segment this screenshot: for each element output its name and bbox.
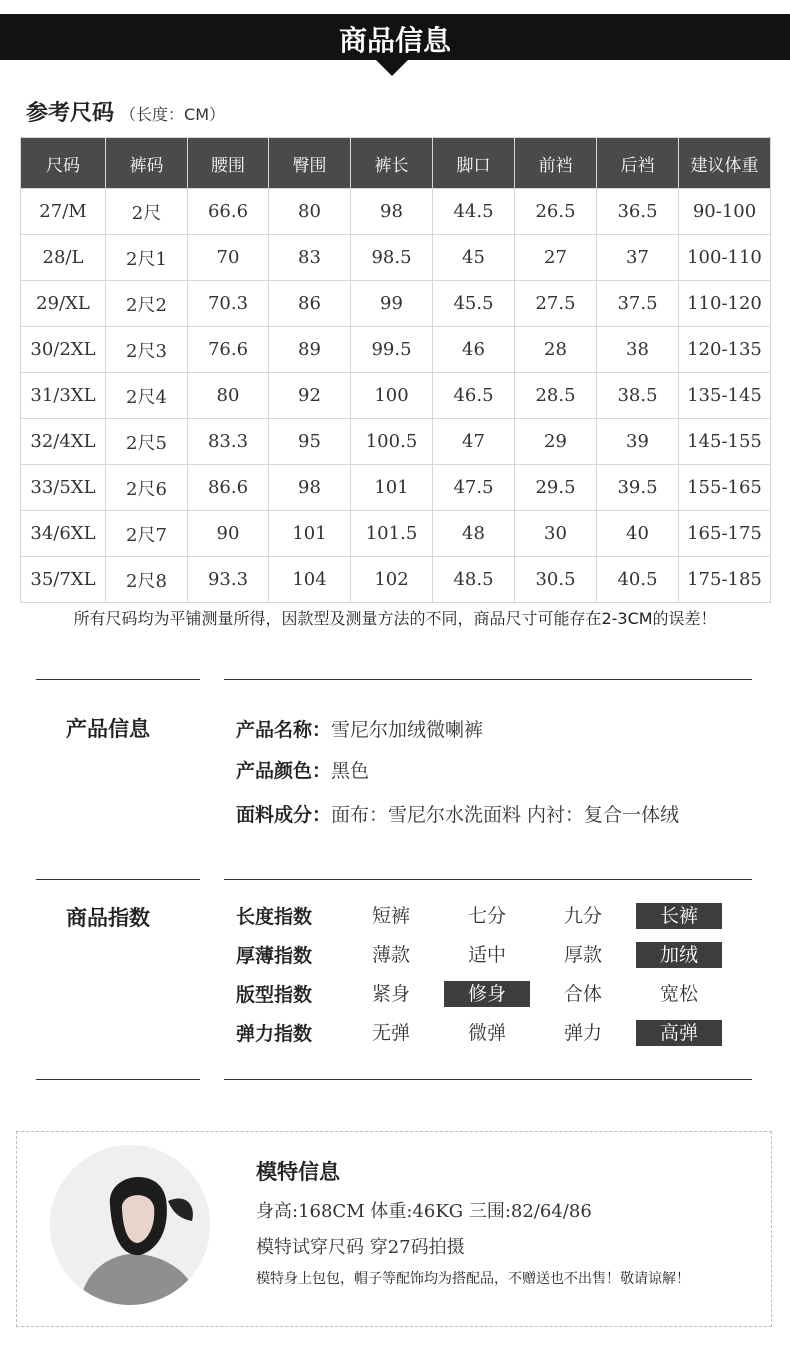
model-avatar xyxy=(50,1145,210,1305)
column-header: 后裆 xyxy=(597,138,679,189)
table-cell: 40 xyxy=(597,511,679,557)
table-cell: 83 xyxy=(269,235,351,281)
table-cell: 45 xyxy=(433,235,515,281)
table-cell: 27/M xyxy=(21,189,106,235)
table-cell: 37.5 xyxy=(597,281,679,327)
banner-arrow-icon xyxy=(376,60,408,76)
table-cell: 135-145 xyxy=(679,373,771,419)
table-cell: 86.6 xyxy=(188,465,269,511)
index-option-selected: 修身 xyxy=(444,981,530,1007)
table-cell: 2尺5 xyxy=(106,419,188,465)
table-cell: 26.5 xyxy=(515,189,597,235)
table-cell: 2尺1 xyxy=(106,235,188,281)
index-label: 弹力指数 xyxy=(236,1023,313,1045)
table-cell: 2尺3 xyxy=(106,327,188,373)
table-row xyxy=(21,373,771,419)
table-cell: 46 xyxy=(433,327,515,373)
table-row xyxy=(21,281,771,327)
column-header: 建议体重 xyxy=(679,138,771,189)
size-table-header xyxy=(21,138,771,189)
table-cell: 47 xyxy=(433,419,515,465)
index-option: 弹力 xyxy=(563,1022,602,1044)
table-cell: 48.5 xyxy=(433,557,515,603)
table-cell: 34/6XL xyxy=(21,511,106,557)
table-cell: 101.5 xyxy=(351,511,433,557)
index-option: 适中 xyxy=(467,944,506,966)
index-option-selected: 加绒 xyxy=(636,942,722,968)
table-cell: 27.5 xyxy=(515,281,597,327)
product-name-label: 产品名称： xyxy=(236,719,332,741)
table-cell: 155-165 xyxy=(679,465,771,511)
table-cell: 90 xyxy=(188,511,269,557)
table-cell: 98 xyxy=(351,189,433,235)
index-option: 薄款 xyxy=(371,944,410,966)
table-cell: 28/L xyxy=(21,235,106,281)
size-chart-heading xyxy=(26,96,225,127)
table-cell: 2尺6 xyxy=(106,465,188,511)
table-cell: 86 xyxy=(269,281,351,327)
table-row xyxy=(21,327,771,373)
column-header: 腰围 xyxy=(188,138,269,189)
table-row xyxy=(21,511,771,557)
table-cell: 48 xyxy=(433,511,515,557)
table-cell: 99.5 xyxy=(351,327,433,373)
index-option: 厚款 xyxy=(563,944,602,966)
table-cell: 38 xyxy=(597,327,679,373)
product-color-value: 黑色 xyxy=(331,760,370,782)
index-option: 紧身 xyxy=(371,983,410,1005)
product-name-row xyxy=(236,715,483,742)
table-cell: 165-175 xyxy=(679,511,771,557)
table-cell: 30/2XL xyxy=(21,327,106,373)
model-info-title: 模特信息 xyxy=(256,1160,340,1184)
banner-title: 商品信息 xyxy=(338,24,451,57)
table-cell: 35/7XL xyxy=(21,557,106,603)
divider xyxy=(224,679,752,680)
table-cell: 29.5 xyxy=(515,465,597,511)
table-cell: 47.5 xyxy=(433,465,515,511)
table-cell: 83.3 xyxy=(188,419,269,465)
column-header: 尺码 xyxy=(21,138,106,189)
table-row xyxy=(21,419,771,465)
table-cell: 30.5 xyxy=(515,557,597,603)
table-cell: 37 xyxy=(597,235,679,281)
table-cell: 70.3 xyxy=(188,281,269,327)
table-cell: 44.5 xyxy=(433,189,515,235)
table-cell: 110-120 xyxy=(679,281,771,327)
column-header: 前裆 xyxy=(515,138,597,189)
model-stats: 身高:168CM 体重:46KG 三围:82/64/86 xyxy=(256,1201,592,1222)
table-row xyxy=(21,465,771,511)
indices-title: 商品指数 xyxy=(66,906,150,930)
table-cell: 100 xyxy=(351,373,433,419)
model-note: 模特身上包包，帽子等配饰均为搭配品，不赠送也不出售！敬请谅解！ xyxy=(256,1271,690,1287)
size-disclaimer: 所有尺码均为平铺测量所得，因款型及测量方法的不同，商品尺寸可能存在2-3CM的误差！ xyxy=(73,609,717,628)
table-cell: 2尺2 xyxy=(106,281,188,327)
index-label: 版型指数 xyxy=(236,984,313,1006)
column-header: 脚口 xyxy=(433,138,515,189)
table-cell: 101 xyxy=(351,465,433,511)
table-cell: 28 xyxy=(515,327,597,373)
table-cell: 2尺7 xyxy=(106,511,188,557)
model-photo-icon xyxy=(50,1145,210,1305)
table-cell: 80 xyxy=(188,373,269,419)
table-cell: 99 xyxy=(351,281,433,327)
table-cell: 100.5 xyxy=(351,419,433,465)
table-cell: 175-185 xyxy=(679,557,771,603)
index-option: 九分 xyxy=(563,905,602,927)
table-cell: 28.5 xyxy=(515,373,597,419)
table-cell: 120-135 xyxy=(679,327,771,373)
table-cell: 33/5XL xyxy=(21,465,106,511)
table-cell: 30 xyxy=(515,511,597,557)
table-cell: 27 xyxy=(515,235,597,281)
table-row xyxy=(21,557,771,603)
column-header: 裤码 xyxy=(106,138,188,189)
index-option-selected: 长裤 xyxy=(636,903,722,929)
product-name-value: 雪尼尔加绒微喇裤 xyxy=(331,719,484,741)
table-cell: 39 xyxy=(597,419,679,465)
model-fit: 模特试穿尺码 穿27码拍摄 xyxy=(256,1237,465,1258)
product-color-row xyxy=(236,756,369,783)
size-table-body xyxy=(21,189,771,603)
index-option: 合体 xyxy=(563,983,602,1005)
index-option: 七分 xyxy=(467,905,506,927)
table-cell: 45.5 xyxy=(433,281,515,327)
product-fabric-label: 面料成分： xyxy=(236,804,332,826)
section-banner xyxy=(0,14,790,60)
table-cell: 80 xyxy=(269,189,351,235)
table-cell: 46.5 xyxy=(433,373,515,419)
divider xyxy=(36,679,200,680)
size-chart-unit: （长度：CM） xyxy=(120,105,225,124)
divider xyxy=(36,1079,200,1080)
table-cell: 102 xyxy=(351,557,433,603)
product-color-label: 产品颜色： xyxy=(236,760,332,782)
index-label: 长度指数 xyxy=(236,906,313,928)
divider xyxy=(224,879,752,880)
table-cell: 76.6 xyxy=(188,327,269,373)
table-cell: 95 xyxy=(269,419,351,465)
index-option-selected: 高弹 xyxy=(636,1020,722,1046)
table-cell: 2尺 xyxy=(106,189,188,235)
table-cell: 39.5 xyxy=(597,465,679,511)
table-cell: 89 xyxy=(269,327,351,373)
column-header: 臀围 xyxy=(269,138,351,189)
index-option: 微弹 xyxy=(467,1022,506,1044)
index-option: 宽松 xyxy=(659,983,698,1005)
product-fabric-row xyxy=(236,800,679,827)
size-table xyxy=(20,137,771,603)
table-cell: 29/XL xyxy=(21,281,106,327)
table-cell: 31/3XL xyxy=(21,373,106,419)
table-cell: 32/4XL xyxy=(21,419,106,465)
table-cell: 2尺8 xyxy=(106,557,188,603)
table-cell: 92 xyxy=(269,373,351,419)
table-cell: 93.3 xyxy=(188,557,269,603)
table-cell: 104 xyxy=(269,557,351,603)
size-chart-title: 参考尺码 xyxy=(26,101,115,126)
divider xyxy=(36,879,200,880)
index-label: 厚薄指数 xyxy=(236,945,313,967)
table-cell: 29 xyxy=(515,419,597,465)
table-cell: 101 xyxy=(269,511,351,557)
table-cell: 70 xyxy=(188,235,269,281)
table-cell: 98 xyxy=(269,465,351,511)
table-cell: 90-100 xyxy=(679,189,771,235)
divider xyxy=(224,1079,752,1080)
table-cell: 38.5 xyxy=(597,373,679,419)
table-cell: 2尺4 xyxy=(106,373,188,419)
product-info-title: 产品信息 xyxy=(66,717,150,741)
index-option: 短裤 xyxy=(371,905,410,927)
table-cell: 40.5 xyxy=(597,557,679,603)
table-row xyxy=(21,235,771,281)
product-fabric-value: 面布：雪尼尔水洗面料 内衬：复合一体绒 xyxy=(331,804,680,826)
index-option: 无弹 xyxy=(371,1022,410,1044)
table-cell: 36.5 xyxy=(597,189,679,235)
table-cell: 145-155 xyxy=(679,419,771,465)
table-cell: 100-110 xyxy=(679,235,771,281)
table-cell: 66.6 xyxy=(188,189,269,235)
table-cell: 98.5 xyxy=(351,235,433,281)
table-row xyxy=(21,189,771,235)
column-header: 裤长 xyxy=(351,138,433,189)
